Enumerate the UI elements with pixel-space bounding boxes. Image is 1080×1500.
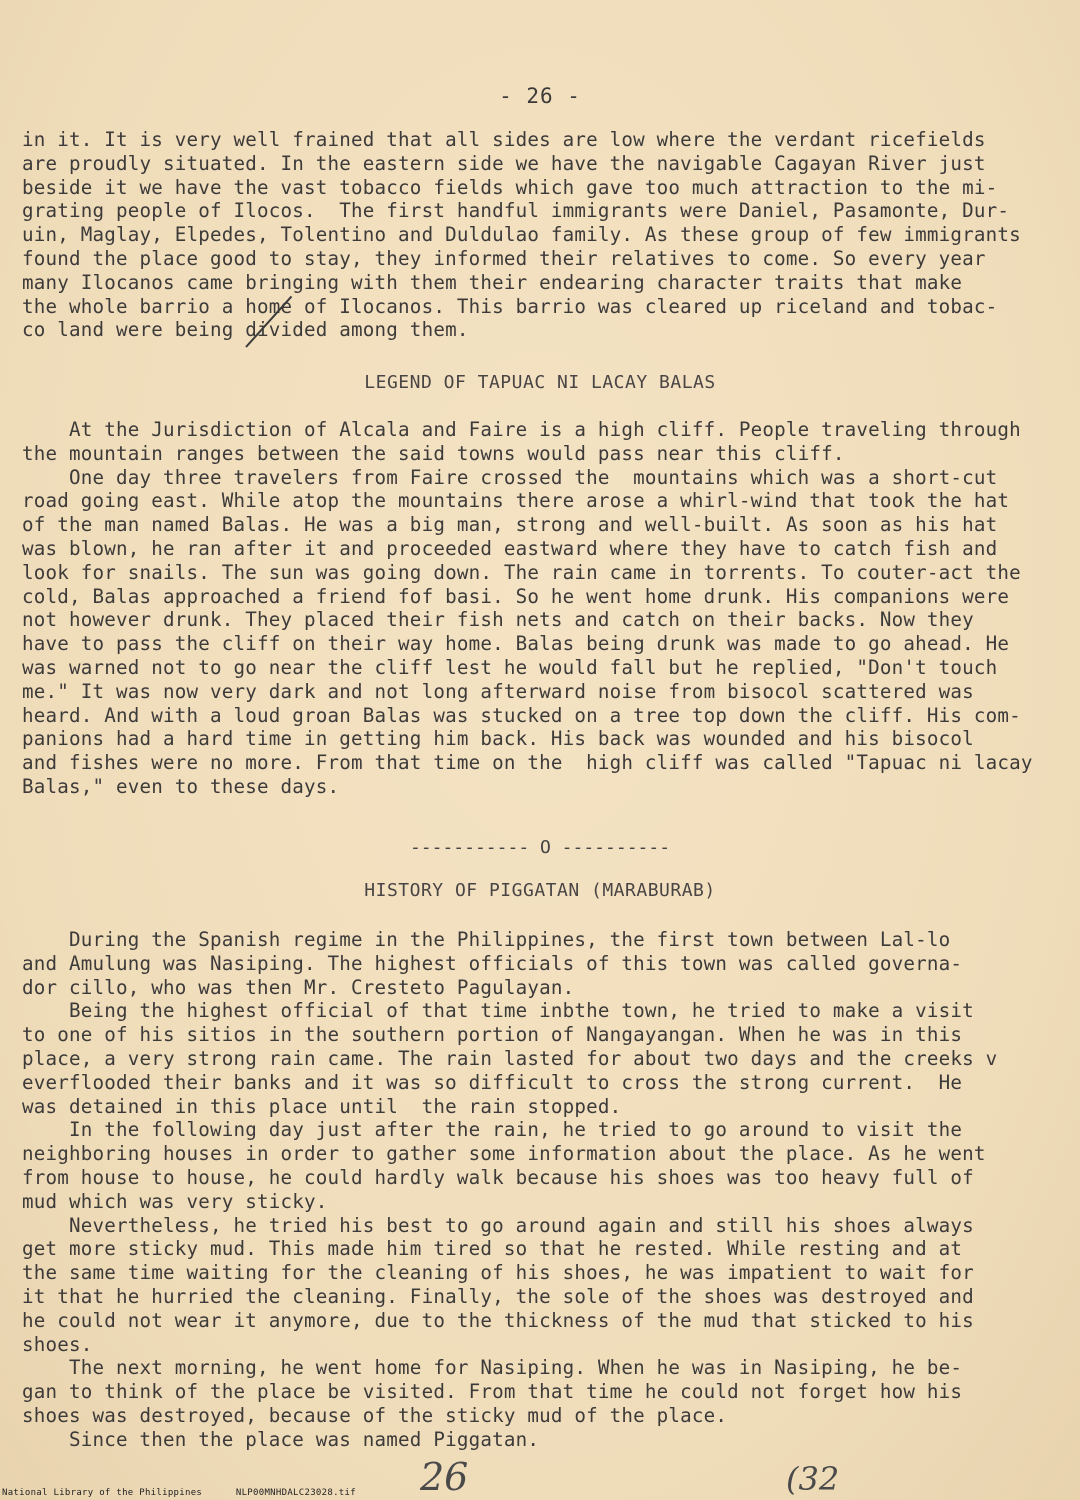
history-body [22, 928, 1062, 1452]
legend-line: road going east. While atop the mountains there arose a whirl-wind that took the hat [22, 489, 1010, 513]
legend-line: was blown, he ran after it and proceeded eastward where they have to catch fish and [22, 536, 998, 560]
history-line: and Amulung was Nasiping. The highest officials of this town was called governa- [22, 951, 963, 975]
legend-line: cold, Balas approached a friend fof basi. So he went home drunk. His companions were [22, 584, 1010, 608]
legend-line: panions had a hard time in getting him back. His back was wounded and his bisocol [22, 727, 974, 751]
intro-line: many Ilocanos came bringing with them their endearing character traits that make [22, 270, 963, 294]
scan-footer [2, 1488, 384, 1498]
intro-line: in it. It is very well frained that all sides are low where the verdant ricefields [22, 128, 986, 151]
intro-paragraph [22, 128, 1062, 342]
legend-title: LEGEND OF TAPUAC NI LACAY BALAS [364, 372, 716, 393]
legend-line: have to pass the cliff on their way home. Balas being drunk was made to go ahead. He [22, 632, 1010, 656]
intro-line: beside it we have the vast tobacco fields which gave too much attraction to the mi- [22, 175, 998, 199]
legend-line: heard. And with a loud groan Balas was stucked on a tree top down the cliff. His com- [22, 703, 1021, 727]
history-line: Nevertheless, he tried his best to go around again and still his shoes always [22, 1213, 974, 1237]
legend-line: look for snails. The sun was going down. The rain came in torrents. To couter-act the [22, 560, 1021, 584]
legend-line: and fishes were no more. From that time on the high cliff was called "Tapuac ni lacay [22, 751, 1033, 775]
history-line: mud which was very sticky. [22, 1189, 328, 1213]
legend-line: not however drunk. They placed their fish nets and catch on their backs. Now they [22, 608, 974, 632]
legend-line: One day three travelers from Faire crossed the mountains which was a short-cut [22, 465, 998, 489]
intro-line: the whole barrio a home of Ilocanos. This barrio was cleared up riceland and tobac- [22, 294, 998, 318]
intro-line: are proudly situated. In the eastern side we have the navigable Cagayan River just [22, 151, 986, 175]
history-line: shoes was destroyed, because of the sticky mud of the place. [22, 1403, 728, 1427]
section-separator: ----------- O ---------- [409, 837, 671, 858]
history-line: was detained in this place until the rain stopped. [22, 1094, 622, 1118]
history-line: Since then the place was named Piggatan. [22, 1427, 540, 1451]
handwritten-page-number: 26 [420, 1455, 469, 1499]
history-line: During the Spanish regime in the Philippines, the first town between Lal-lo [22, 928, 951, 951]
intro-line: uin, Maglay, Elpedes, Tolentino and Duldulao family. As these group of few immigrants [22, 223, 1021, 247]
history-line: from house to house, he could hardly walk because his shoes was too heavy full of [22, 1165, 974, 1189]
history-line: the same time waiting for the cleaning of his shoes, he was impatient to wait for [22, 1261, 974, 1285]
history-line: neighboring houses in order to gather some information about the place. As he went [22, 1142, 986, 1166]
intro-line: found the place good to stay, they informed their relatives to come. So every year [22, 246, 986, 270]
library-name: National Library of the Philippines [2, 1488, 203, 1498]
history-title: HISTORY OF PIGGATAN (MARABURAB) [364, 880, 716, 901]
history-line: to one of his sitios in the southern portion of Nangayangan. When he was in this [22, 1023, 963, 1047]
history-line: it that he hurried the cleaning. Finally, the sole of the shoes was destroyed and [22, 1284, 974, 1308]
history-line: everflooded their banks and it was so difficult to cross the strong current. He [22, 1070, 963, 1094]
legend-line: was warned not to go near the cliff lest he would fall but he replied, "Don't touch [22, 655, 998, 679]
history-line: dor cillo, who was then Mr. Cresteto Pagulayan. [22, 975, 575, 999]
history-line: Being the highest official of that time inbthe town, he tried to make a visit [22, 999, 974, 1023]
file-id: NLP00MNHDALC23028.tif [235, 1488, 356, 1498]
intro-line: grating people of Ilocos. The first handful immigrants were Daniel, Pasamonte, Dur- [22, 199, 1010, 223]
legend-body [22, 418, 1062, 799]
history-line: he could not wear it anymore, due to the thickness of the mud that sticked to his [22, 1308, 974, 1332]
legend-line: of the man named Balas. He was a big man, strong and well-built. As soon as his hat [22, 513, 998, 537]
handwritten-mark: (32 [786, 1460, 840, 1498]
page-number: - 26 - [499, 84, 581, 108]
intro-line: co land were being divided among them. [22, 318, 469, 342]
history-line: get more sticky mud. This made him tired so that he rested. While resting and at [22, 1237, 963, 1261]
legend-line: the mountain ranges between the said towns would pass near this cliff. [22, 441, 845, 465]
history-line: place, a very strong rain came. The rain lasted for about two days and the creeks v [22, 1046, 998, 1070]
history-line: The next morning, he went home for Nasiping. When he was in Nasiping, he be- [22, 1356, 963, 1380]
legend-line: me." It was now very dark and not long afterward noise from bisocol scattered was [22, 679, 974, 703]
history-line: shoes. [22, 1332, 93, 1356]
legend-line: At the Jurisdiction of Alcala and Faire is a high cliff. People traveling through [22, 418, 1021, 441]
history-line: In the following day just after the rain, he tried to go around to visit the [22, 1118, 963, 1142]
legend-line: Balas," even to these days. [22, 774, 340, 798]
history-line: gan to think of the place be visited. From that time he could not forget how his [22, 1380, 963, 1404]
